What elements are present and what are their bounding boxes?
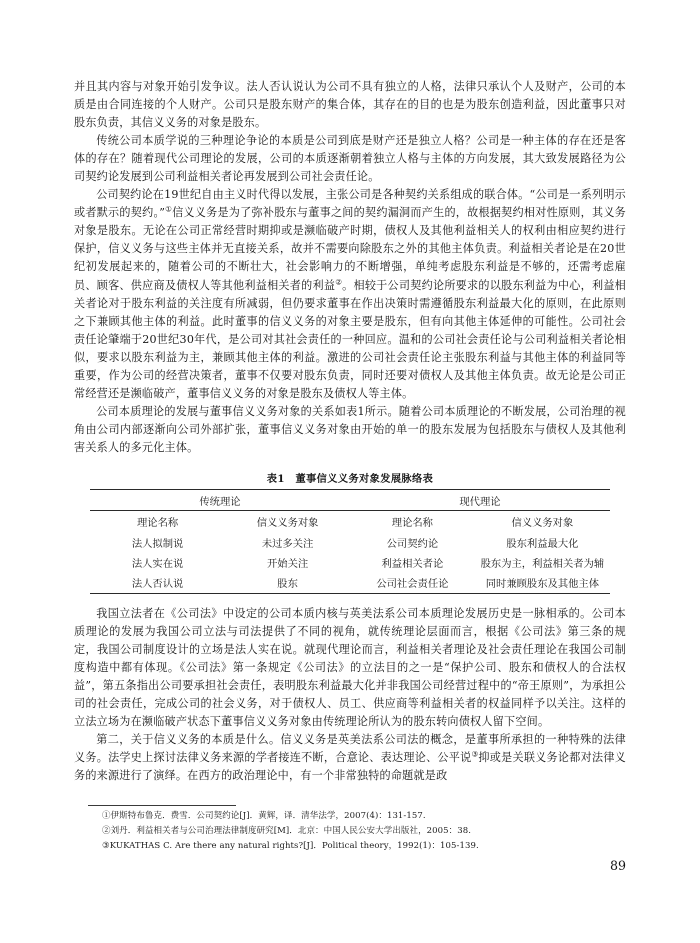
page-number: 89 <box>609 858 626 873</box>
paragraph-6-seg-2: 抑或是关联义务论都对法律义务的来源进行了演绎。在西方的政治理论中，有一个非常独特的命题就是政 <box>74 751 626 783</box>
table-row <box>90 552 610 572</box>
table-cell: 法人拟制说 <box>131 537 184 550</box>
table-cell: 法人否认说 <box>131 578 184 591</box>
paragraph-2: 传统公司本质学说的三种理论争论的本质是公司到底是财产还是独立人格？公司是一种主体的存在还是客体的存在？随着现代公司理论的发展，公司的本质逐渐朝着独立人格与主体的方向发展，其大致发展路径为公司契约论发展到公司利益相关者论再发展到公司社会责任论。 <box>74 134 626 184</box>
paragraph-6 <box>74 731 626 785</box>
table-group-header-traditional: 传统理论 <box>90 489 350 510</box>
table-column-header-row <box>90 511 610 532</box>
table-cell: 股东为主，利益相关者为辅 <box>480 558 605 571</box>
table-1-caption: 表1 董事信义义务对象发展脉络表 <box>266 472 434 485</box>
table-col-header-1: 信义义务对象 <box>225 511 350 532</box>
paragraph-1: 并且其内容与对象开始引发争议。法人否认说认为公司不具有独立的人格，法律只承认个人及财产，公司的本质是由合同连接的个人财产。公司只是股东财产的集合体，其存在的目的也是为股东创造利益，因此董事只对股东负责，其信义义务的对象是股东。 <box>74 80 626 130</box>
paragraph-3-seg-1: 公司契约论在19世纪自由主义时代得以发展，主张公司是各种契约关系组成的联合体。“公司是一系列明示或者默示的契约。” <box>74 188 626 220</box>
table-1-container <box>74 470 626 594</box>
table-cell: 未过多关注 <box>261 537 314 550</box>
footnote-item: ③KUKATHAS C. Are there any natural rights?[J]．Political theory，1992(1)：105-139. <box>102 840 479 851</box>
table-group-header-modern: 现代理论 <box>350 489 610 510</box>
table-cell: 公司社会责任论 <box>376 578 449 591</box>
footnotes-section <box>88 805 626 854</box>
paragraph-6-seg-1: 第二，关于信义义务的本质是什么。信义义务是英美法系公司法的概念，是董事所承担的一种特殊的法律义务。法学史上探讨法律义务来源的学者接连不断，合意论、表达理论、公平说 <box>74 733 626 765</box>
table-cell: 法人实在说 <box>131 558 184 571</box>
table-cell: 开始关注 <box>266 558 309 571</box>
footnote-item: ①伊斯特布鲁克．费雪．公司契约论[J]．黄辉，译．清华法学，2007(4)：131-157. <box>102 811 426 821</box>
table-1 <box>90 489 610 594</box>
table-row <box>90 531 610 552</box>
table-col-header-0: 理论名称 <box>90 511 225 532</box>
footnote-item: ②刘丹．利益相关者与公司治理法律制度研究[M]．北京：中国人民公安大学出版社，2005：38. <box>102 825 471 836</box>
table-cell: 股东 <box>277 578 298 591</box>
table-col-header-3: 信义义务对象 <box>475 511 610 532</box>
footnote-ref-2[interactable]: ② <box>335 276 343 286</box>
table-cell: 同时兼顾股东及其他主体 <box>485 578 600 591</box>
table-col-header-2: 理论名称 <box>350 511 475 532</box>
table-row <box>90 573 610 594</box>
paragraph-3-seg-2: 信义义务是为了弥补股东与董事之间的契约漏洞而产生的，故根据契约相对性原则，其义务对象是股东。无论在公司正常经营时期抑或是濒临破产时期，债权人及其他利益相关人的权利由相应契约进行保护，信义义务与这些主体并无直接关系，故并不需要向除股东之外的其他主体负责。利益相关者论是在20世纪初发展起来的，随着公司的不断壮大，社会影响力的不断增强，单纯考虑股东利益是不够的，还需考虑雇员、顾客、供应商及债权人等其他利益相关者的利益 <box>74 206 626 292</box>
page-content <box>74 78 626 785</box>
paragraph-4: 公司本质理论的发展与董事信义义务对象的关系如表1所示。随着公司本质理论的不断发展，公司治理的视角由公司内部逐渐向公司外部扩张，董事信义义务对象由开始的单一的股东发展为包括股东与债权人及其他利害关系人的多元化主体。 <box>74 404 626 454</box>
footnote-ref-3[interactable]: ③ <box>471 749 479 759</box>
paragraph-3-seg-3: 。相较于公司契约论所要求的以股东利益为中心，利益相关者论对于股东利益的关注度有所减弱，但仍要求董事在作出决策时需遵循股东利益最大化的原则，在此原则之下兼顾其他主体的利益。此时董事的信义义务的对象主要是股东，但有向其他主体延伸的可能性。公司社会责任论肇端于20世纪30年代，是公司对其社会责任的一种回应。温和的公司社会责任论与公司利益相关者论相似，要求以股东利益为主，兼顾其他主体的利益。激进的公司社会责任论主张股东利益与其他主体的利益同等重要，作为公司的经营决策者，董事不仅要对股东负责，同时还要对债权人及其他主体负责。故无论是公司正常经营还是濒临破产，董事信义义务的对象是股东及债权人等主体。 <box>74 278 626 400</box>
table-group-header-row <box>90 489 610 510</box>
table-cell: 股东利益最大化 <box>506 537 579 550</box>
paragraph-3 <box>74 186 626 403</box>
footnote-separator-rule <box>88 805 236 806</box>
table-cell: 利益相关者论 <box>381 558 444 571</box>
paragraph-5: 我国立法者在《公司法》中设定的公司本质内核与英美法系公司本质理论发展历史是一脉相承的。公司本质理论的发展为我国公司立法与司法提供了不同的视角，就传统理论层面而言，根据《公司法》第三条的规定，我国公司制度设计的立场是法人实在说。就现代理论而言，利益相关者理论及社会责任理论在我国公司制度构造中都有体现。《公司法》第一条规定《公司法》的立法目的之一是“保护公司、股东和债权人的合法权益”，第五条指出公司要承担社会责任，表明股东利益最大化并非我国公司经营过程中的“帝王原则”，为承担公司的社会责任，完成公司的社会义务，对于债权人、员工、供应商等利益相关者的权益同样予以关注。这样的立法立场为在濒临破产状态下董事信义义务对象由传统理论所认为的股东转向债权人留下空间。 <box>74 606 626 729</box>
footnote-ref-1[interactable]: ① <box>165 204 173 214</box>
table-cell: 公司契约论 <box>386 537 439 550</box>
